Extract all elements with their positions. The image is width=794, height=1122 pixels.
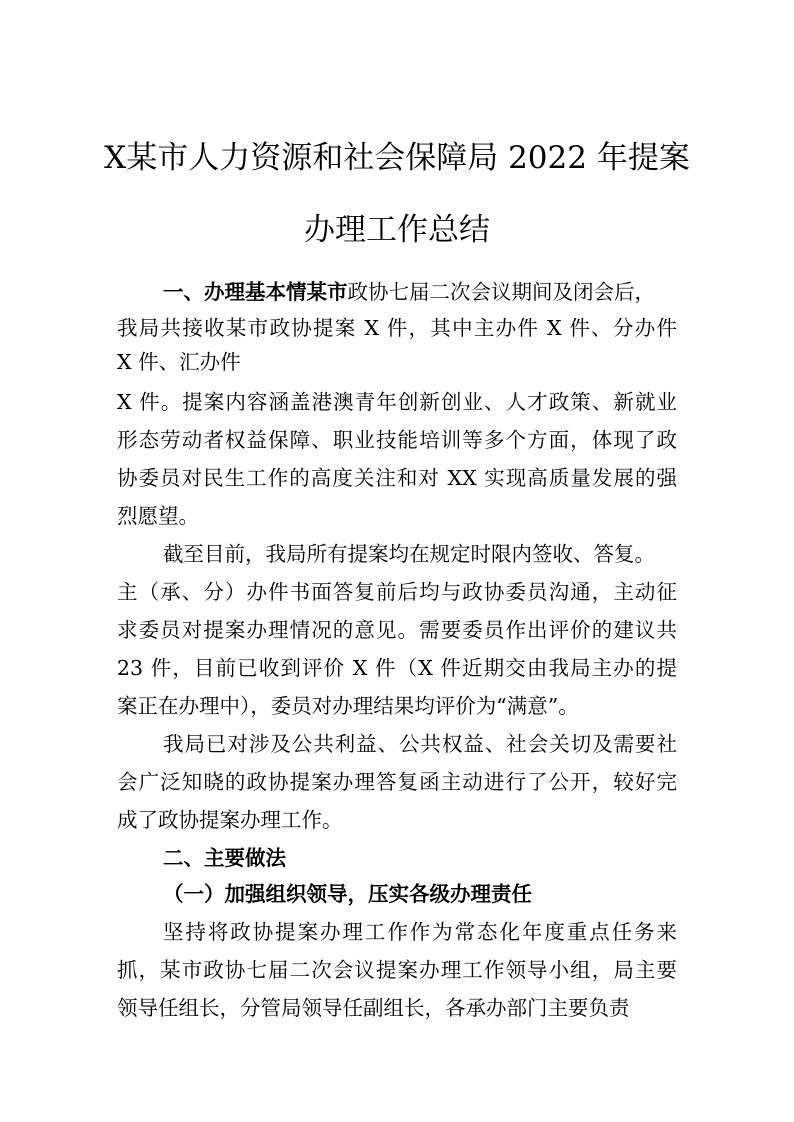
section-2-heading: 二、主要做法 [163,846,286,870]
document-title-line-1: X某市人力资源和社会保障局 2022 年提案 [104,140,690,176]
paragraph-line: 形态劳动者权益保障、职业技能培训等多个方面，体现了政 [117,428,677,452]
paragraph-line: 抓，某市政协七届二次会议提案办理工作领导小组，局主要 [117,958,677,982]
paragraph-line: 案正在办理中），委员对办理结果均评价为“满意”。 [117,694,579,718]
paragraph-line: 主（承、分）办件书面答复前后均与政协委员沟通，主动征 [117,580,677,604]
section-2-subheading: （一）加强组织领导，压实各级办理责任 [163,882,532,906]
paragraph-line: 协委员对民生工作的高度关注和对 XX 实现高质量发展的强 [117,466,677,490]
document-title-line-2: 办理工作总结 [304,212,490,248]
paragraph-line: 我局已对涉及公共利益、公共权益、社会关切及需要社 [163,732,677,756]
paragraph-line: X 件。提案内容涵盖港澳青年创新创业、人才政策、新就业 [117,390,677,414]
paragraph-line: 成了政协提案办理工作。 [117,808,343,832]
paragraph-line: X 件、汇办件 [117,350,241,374]
section-1-heading: 一、办理基本情某市 [163,280,348,304]
paragraph-line: 我局共接收某市政协提案 X 件，其中主办件 X 件、分办件 [117,316,677,340]
paragraph-line: 烈愿望。 [117,504,199,528]
paragraph-line: 领导任组长，分管局领导任副组长，各承办部门主要负责 [117,996,630,1020]
section-1-text: 政协七届二次会议期间及闭会后， [347,280,655,304]
paragraph-line: 求委员对提案办理情况的意见。需要委员作出评价的建议共 [117,618,677,642]
paragraph-line: 23 件，目前已收到评价 X 件（X 件近期交由我局主办的提 [117,656,677,680]
paragraph-line: 坚持将政协提案办理工作作为常态化年度重点任务来 [163,920,677,944]
section-1-first-line [163,277,677,307]
paragraph-line: 会广泛知晓的政协提案办理答复函主动进行了公开，较好完 [117,770,677,794]
paragraph-line: 截至目前，我局所有提案均在规定时限内签收、答复。 [163,542,655,566]
